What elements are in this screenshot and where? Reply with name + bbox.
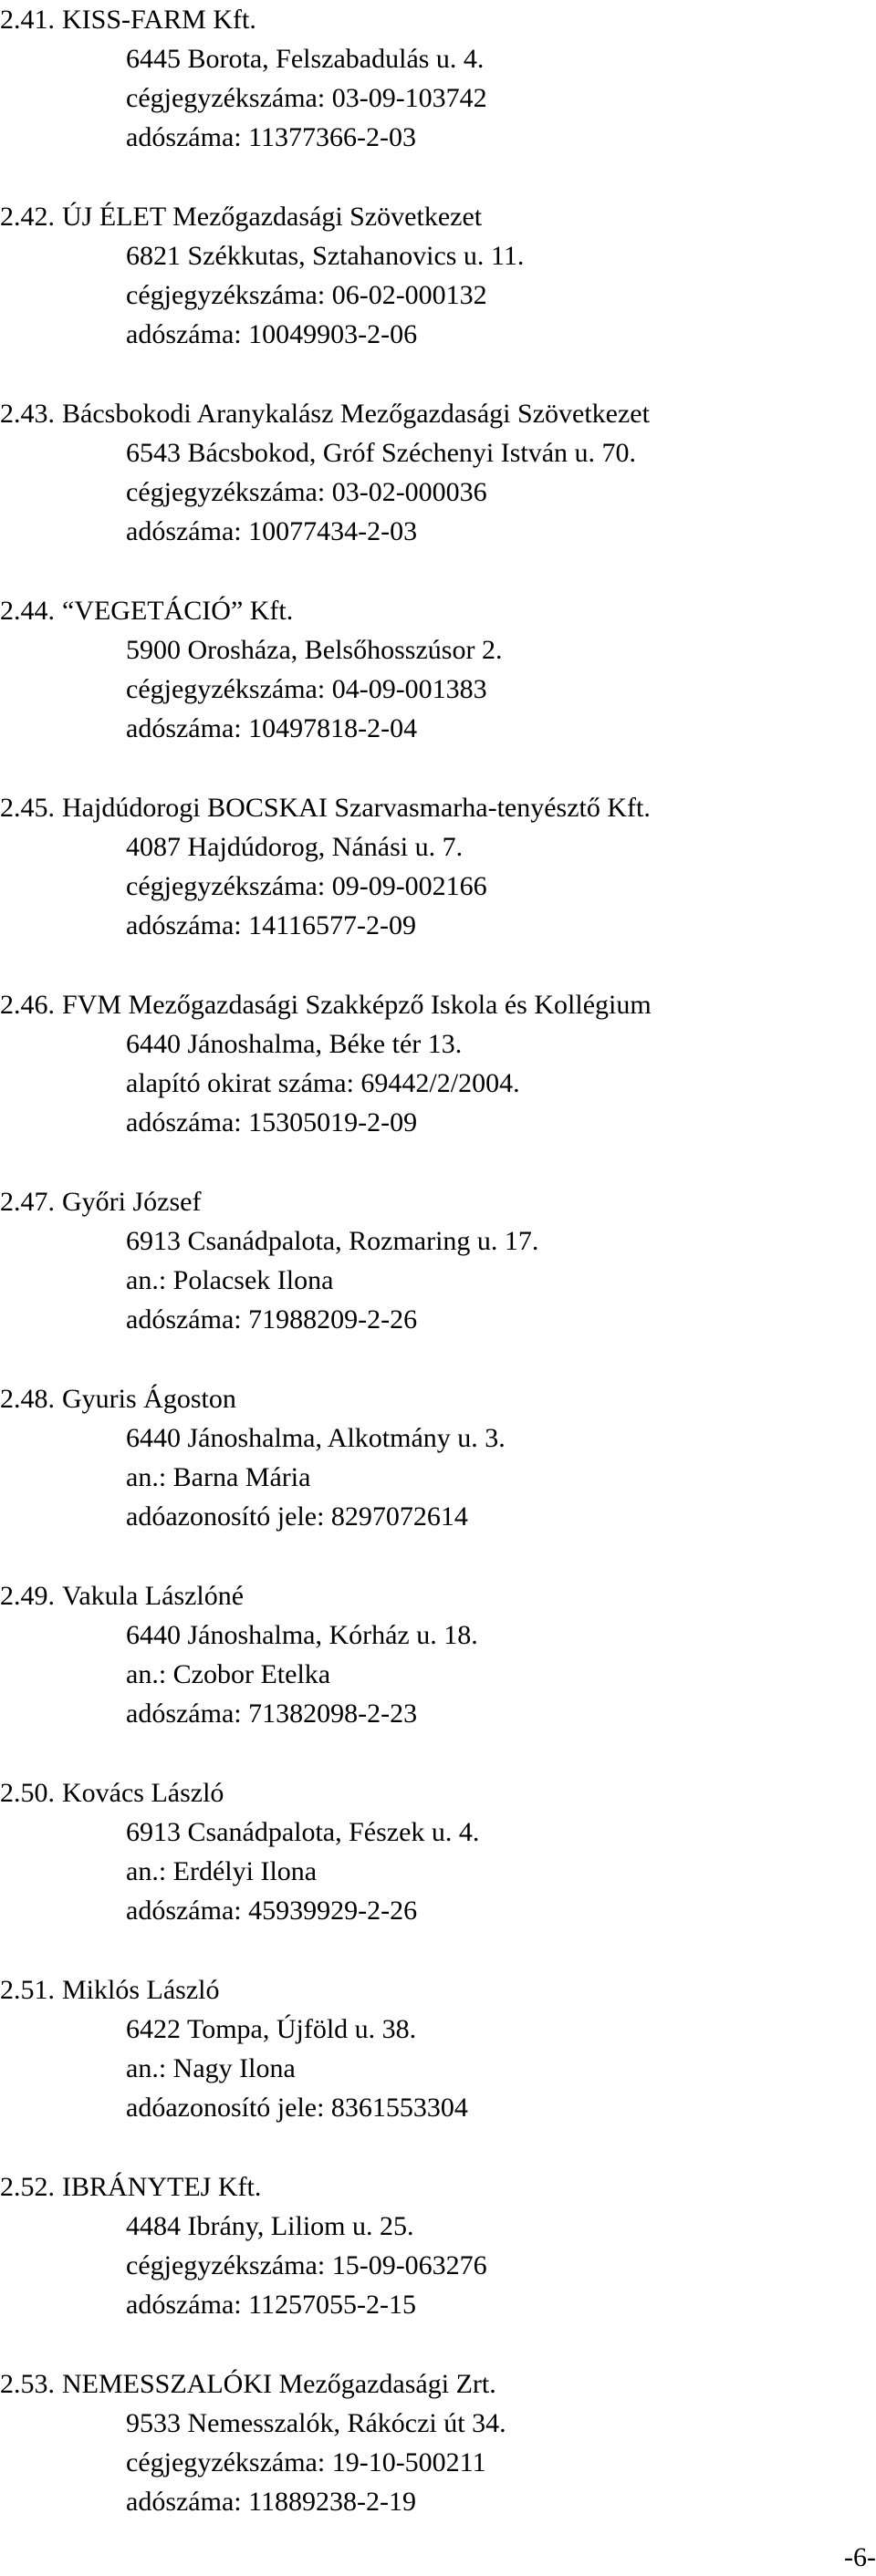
page-number: -6- bbox=[844, 2542, 876, 2572]
entry-heading bbox=[0, 1576, 876, 1615]
entry-detail-line: cégjegyzékszáma: 03-09-103742 bbox=[126, 83, 487, 113]
entry-heading bbox=[0, 394, 876, 433]
list-item bbox=[0, 394, 876, 591]
entry-detail-line: an.: Nagy Ilona bbox=[126, 2053, 296, 2083]
entry-detail-line: 6543 Bácsbokod, Gróf Széchenyi István u. 70. bbox=[126, 438, 637, 468]
entry-number: 2.48. bbox=[0, 1384, 55, 1414]
entry-detail-line: an.: Erdélyi Ilona bbox=[126, 1856, 318, 1886]
entry-number: 2.50. bbox=[0, 1778, 55, 1808]
entry-number: 2.44. bbox=[0, 596, 55, 626]
list-item bbox=[0, 985, 876, 1182]
entry-number: 2.41. bbox=[0, 5, 55, 35]
entry-number: 2.49. bbox=[0, 1581, 55, 1611]
entry-name: NEMESSZALÓKI Mezőgazdasági Zrt. bbox=[62, 2369, 496, 2399]
entry-detail-line: 5900 Orosháza, Belsőhosszúsor 2. bbox=[126, 635, 503, 665]
entry-detail-line: adószáma: 45939929-2-26 bbox=[126, 1896, 418, 1926]
entry-detail-line: adóazonosító jele: 8361553304 bbox=[126, 2093, 468, 2123]
entry-heading bbox=[0, 2364, 876, 2404]
entry-name: Győri József bbox=[62, 1187, 202, 1217]
entry-detail-line: adószáma: 71382098-2-23 bbox=[126, 1698, 418, 1729]
entry-name: ÚJ ÉLET Mezőgazdasági Szövetkezet bbox=[62, 202, 483, 232]
entry-detail-line: alapító okirat száma: 69442/2/2004. bbox=[126, 1068, 520, 1098]
list-item bbox=[0, 2167, 876, 2364]
entry-number: 2.46. bbox=[0, 990, 55, 1020]
entry-detail-line: 9533 Nemesszalók, Rákóczi út 34. bbox=[126, 2408, 506, 2438]
entry-heading bbox=[0, 1379, 876, 1418]
entry-number: 2.42. bbox=[0, 202, 55, 232]
entry-detail-line: 4484 Ibrány, Liliom u. 25. bbox=[126, 2211, 414, 2241]
entry-heading bbox=[0, 197, 876, 236]
entry-heading bbox=[0, 0, 876, 39]
entry-detail-line: cégjegyzékszáma: 09-09-002166 bbox=[126, 871, 487, 901]
entry-number: 2.45. bbox=[0, 793, 55, 823]
entry-name: Bácsbokodi Aranykalász Mezőgazdasági Szövetkezet bbox=[62, 399, 650, 429]
entry-detail-line: adószáma: 71988209-2-26 bbox=[126, 1304, 418, 1335]
entry-detail-line: adószáma: 11889238-2-19 bbox=[126, 2487, 416, 2517]
entry-detail-line: cégjegyzékszáma: 19-10-500211 bbox=[126, 2447, 486, 2477]
entry-name: Kovács László bbox=[62, 1778, 224, 1808]
entry-heading bbox=[0, 2167, 876, 2207]
list-item bbox=[0, 0, 876, 197]
entry-detail-line: 6913 Csanádpalota, Rozmaring u. 17. bbox=[126, 1226, 539, 1256]
entry-detail-line: 6440 Jánoshalma, Béke tér 13. bbox=[126, 1029, 463, 1059]
entry-detail-line: 6440 Jánoshalma, Kórház u. 18. bbox=[126, 1620, 478, 1650]
entry-number: 2.51. bbox=[0, 1975, 55, 2005]
entry-heading bbox=[0, 985, 876, 1024]
entry-detail-line: cégjegyzékszáma: 15-09-063276 bbox=[126, 2250, 487, 2280]
entry-detail-line: adószáma: 11257055-2-15 bbox=[126, 2290, 416, 2320]
list-item bbox=[0, 788, 876, 985]
entry-detail-line: adószáma: 10497818-2-04 bbox=[126, 713, 418, 743]
list-item bbox=[0, 1773, 876, 1970]
entry-detail-line: 6913 Csanádpalota, Fészek u. 4. bbox=[126, 1817, 480, 1847]
list-item bbox=[0, 1379, 876, 1576]
list-item bbox=[0, 2364, 876, 2561]
entry-number: 2.52. bbox=[0, 2172, 55, 2202]
entry-detail-line: adószáma: 10049903-2-06 bbox=[126, 319, 418, 349]
entry-number: 2.43. bbox=[0, 399, 55, 429]
entry-detail-line: 6821 Székkutas, Sztahanovics u. 11. bbox=[126, 241, 525, 271]
entry-heading bbox=[0, 1182, 876, 1221]
entry-detail-line: an.: Polacsek Ilona bbox=[126, 1265, 334, 1295]
entry-number: 2.53. bbox=[0, 2369, 55, 2399]
entry-name: Hajdúdorogi BOCSKAI Szarvasmarha-tenyésztő Kft. bbox=[62, 793, 651, 823]
entry-detail-line: cégjegyzékszáma: 06-02-000132 bbox=[126, 280, 487, 310]
entry-detail-line: 4087 Hajdúdorog, Nánási u. 7. bbox=[126, 832, 464, 862]
entry-detail-line: adószáma: 11377366-2-03 bbox=[126, 122, 416, 152]
entry-name: Miklós László bbox=[62, 1975, 220, 2005]
entry-detail-line: an.: Czobor Etelka bbox=[126, 1659, 331, 1689]
entry-detail-line: adószáma: 14116577-2-09 bbox=[126, 910, 416, 940]
entry-heading bbox=[0, 1773, 876, 1813]
entry-name: FVM Mezőgazdasági Szakképző Iskola és Kollégium bbox=[62, 990, 652, 1020]
list-item bbox=[0, 1970, 876, 2167]
list-item bbox=[0, 1182, 876, 1379]
entry-heading bbox=[0, 788, 876, 827]
list-item bbox=[0, 591, 876, 788]
entry-detail-line: 6445 Borota, Felszabadulás u. 4. bbox=[126, 44, 485, 74]
entry-detail-line: adószáma: 15305019-2-09 bbox=[126, 1107, 418, 1137]
entry-name: Vakula Lászlóné bbox=[62, 1581, 245, 1611]
entry-name: KISS-FARM Kft. bbox=[62, 5, 256, 35]
entry-detail-line: an.: Barna Mária bbox=[126, 1462, 311, 1492]
entry-heading bbox=[0, 1970, 876, 2010]
entry-detail-line: 6422 Tompa, Újföld u. 38. bbox=[126, 2014, 417, 2044]
entry-detail-line: 6440 Jánoshalma, Alkotmány u. 3. bbox=[126, 1423, 506, 1453]
entry-detail-line: adószáma: 10077434-2-03 bbox=[126, 516, 418, 546]
entry-detail-line: adóazonosító jele: 8297072614 bbox=[126, 1501, 468, 1532]
list-item bbox=[0, 1576, 876, 1773]
list-item bbox=[0, 197, 876, 394]
entry-name: Gyuris Ágoston bbox=[62, 1384, 236, 1414]
entry-number: 2.47. bbox=[0, 1187, 55, 1217]
entry-name: “VEGETÁCIÓ” Kft. bbox=[62, 596, 294, 626]
entry-name: IBRÁNYTEJ Kft. bbox=[62, 2172, 262, 2202]
entry-detail-line: cégjegyzékszáma: 03-02-000036 bbox=[126, 477, 487, 507]
entry-detail-line: cégjegyzékszáma: 04-09-001383 bbox=[126, 674, 487, 704]
entry-heading bbox=[0, 591, 876, 630]
